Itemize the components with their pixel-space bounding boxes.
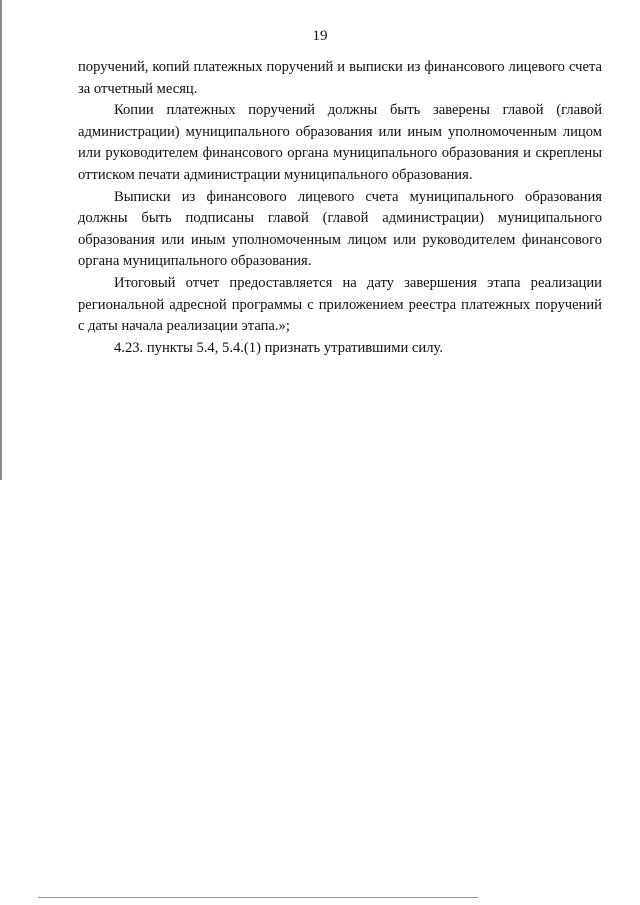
paragraph-item-4-23: 4.23. пункты 5.4, 5.4.(1) признать утратившими силу. bbox=[114, 339, 443, 356]
page-number: 19 bbox=[312, 28, 328, 44]
scan-left-edge bbox=[0, 0, 2, 480]
paragraph-payment-orders-certification: Копии платежных поручений должны быть заверены главой (главой администрации) муниципального образования или иным уполномоченным лицом или руководителем финансового органа муниципального образования и скреплены оттиском печати администрации муниципального образования. bbox=[78, 102, 602, 183]
paragraph-account-statements-signing: Выписки из финансового лицевого счета муниципального образования должны быть подписаны главой (главой администрации) муниципального образования или иным уполномоченным лицом или руководителем финансового органа муниципального образования. bbox=[78, 188, 602, 270]
document-body bbox=[78, 57, 602, 359]
paragraph-continuation: поручений, копий платежных поручений и выписки из финансового лицевого счета за отчетный месяц. bbox=[78, 59, 602, 97]
bottom-scan-line bbox=[38, 897, 478, 898]
paragraph-final-report: Итоговый отчет предоставляется на дату завершения этапа реализации региональной адресной программы с приложением реестра платежных поручений с даты начала реализации этапа.»; bbox=[78, 274, 602, 335]
